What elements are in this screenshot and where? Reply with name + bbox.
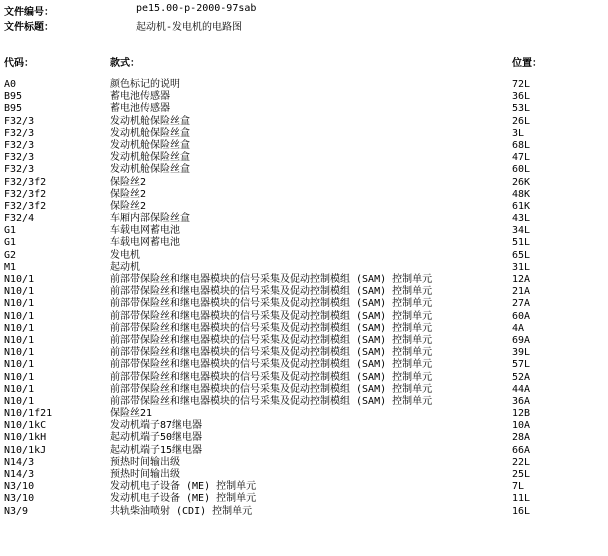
row-code: N10/1: [4, 286, 35, 298]
table-row: [0, 250, 608, 262]
row-code: N10/1: [4, 371, 35, 383]
row-position: 26L: [512, 115, 531, 127]
row-description: 颜色标记的说明: [110, 79, 180, 90]
table-row: [0, 91, 608, 103]
row-position: 4A: [512, 322, 525, 334]
column-header-code: 代码：: [4, 58, 34, 69]
table-row: [0, 298, 608, 310]
row-position: 3L: [512, 127, 525, 139]
table-row: [0, 384, 608, 396]
table-row: [0, 347, 608, 359]
row-code: N3/10: [4, 493, 35, 505]
row-position: 11L: [512, 493, 531, 505]
row-description: 共轨柴油喷射 (CDI) 控制单元: [110, 505, 253, 517]
row-description: 车载电网蓄电池: [110, 225, 180, 237]
row-description: 起动机: [110, 261, 140, 273]
row-description: 发动机舱保险丝盒: [110, 152, 190, 164]
row-code: N10/1f21: [4, 408, 53, 420]
table-row: [0, 335, 608, 347]
row-description: 起动机端子50继电器: [110, 432, 203, 444]
row-code: N10/1kH: [4, 432, 47, 444]
row-code: A0: [4, 79, 17, 90]
row-description: 前部带保险丝和继电器模块的信号采集及促动控制模组 (SAM) 控制单元: [110, 310, 433, 322]
row-code: G2: [4, 249, 17, 261]
row-code: F32/3: [4, 139, 35, 151]
table-row: [0, 396, 608, 408]
row-code: N10/1: [4, 298, 35, 310]
doc-number-label: 文件编号：: [4, 7, 54, 18]
row-code: N10/1: [4, 334, 35, 346]
row-position: 12A: [512, 274, 531, 285]
row-code: N10/1: [4, 347, 35, 359]
row-description: 发电机: [110, 249, 140, 261]
row-code: F32/3f2: [4, 176, 47, 188]
row-position: 28A: [512, 432, 531, 444]
row-position: 60A: [512, 310, 531, 322]
row-position: 31L: [512, 261, 531, 273]
row-code: N10/1: [4, 322, 35, 334]
row-code: G1: [4, 225, 17, 237]
table-row: [0, 457, 608, 469]
row-position: 36L: [512, 91, 531, 103]
row-code: N14/3: [4, 456, 35, 468]
row-code: M1: [4, 261, 17, 273]
row-code: N10/1: [4, 395, 35, 407]
table-row: [0, 445, 608, 457]
table-row: [0, 432, 608, 444]
row-code: N3/10: [4, 481, 35, 493]
row-code: G1: [4, 237, 17, 249]
row-description: 车载电网蓄电池: [110, 237, 180, 249]
row-description: 发动机舱保险丝盒: [110, 115, 190, 127]
row-position: 44A: [512, 383, 531, 395]
row-position: 12B: [512, 408, 531, 420]
doc-number-value: pe15.00-p-2000-97sab: [136, 3, 257, 14]
table-row: [0, 286, 608, 298]
row-code: F32/3: [4, 127, 35, 139]
row-description: 前部带保险丝和继电器模块的信号采集及促动控制模组 (SAM) 控制单元: [110, 383, 433, 395]
row-position: 10A: [512, 420, 531, 432]
row-position: 69A: [512, 334, 531, 346]
row-position: 66A: [512, 444, 531, 456]
row-code: B95: [4, 91, 23, 103]
table-row: [0, 128, 608, 140]
row-code: F32/3: [4, 115, 35, 127]
row-position: 16L: [512, 505, 531, 517]
row-code: F32/3f2: [4, 200, 47, 212]
row-position: 61K: [512, 200, 531, 212]
row-code: B95: [4, 103, 23, 115]
row-code: F32/4: [4, 213, 35, 225]
row-description: 发动机舱保险丝盒: [110, 164, 190, 176]
row-code: F32/3: [4, 152, 35, 164]
row-code: N10/1: [4, 383, 35, 395]
row-position: 68L: [512, 139, 531, 151]
table-row: [0, 311, 608, 323]
row-position: 22L: [512, 456, 531, 468]
row-description: 发动机舱保险丝盒: [110, 127, 190, 139]
table-row: [0, 152, 608, 164]
row-position: 25L: [512, 469, 531, 480]
row-description: 前部带保险丝和继电器模块的信号采集及促动控制模组 (SAM) 控制单元: [110, 298, 433, 310]
row-position: 43L: [512, 213, 531, 225]
row-description: 前部带保险丝和继电器模块的信号采集及促动控制模组 (SAM) 控制单元: [110, 286, 433, 298]
table-row: [0, 323, 608, 335]
row-code: N14/3: [4, 469, 35, 480]
table-row: [0, 237, 608, 249]
table-row: [0, 408, 608, 420]
component-list: [0, 79, 608, 518]
row-description: 保险丝2: [110, 200, 147, 212]
row-description: 前部带保险丝和继电器模块的信号采集及促动控制模组 (SAM) 控制单元: [110, 359, 433, 371]
row-code: N10/1kJ: [4, 444, 47, 456]
row-description: 发动机电子设备 (ME) 控制单元: [110, 481, 257, 493]
row-position: 52A: [512, 371, 531, 383]
row-description: 发动机电子设备 (ME) 控制单元: [110, 493, 257, 505]
row-position: 60L: [512, 164, 531, 176]
row-position: 34L: [512, 225, 531, 237]
row-description: 发动机端子87继电器: [110, 420, 203, 432]
row-description: 预热时间输出级: [110, 469, 180, 480]
table-row: [0, 481, 608, 493]
row-description: 车厢内部保险丝盒: [110, 213, 190, 225]
column-header-description: 款式：: [110, 58, 140, 69]
table-row: [0, 213, 608, 225]
row-position: 39L: [512, 347, 531, 359]
row-position: 21A: [512, 286, 531, 298]
row-description: 蓄电池传感器: [110, 91, 170, 103]
table-row: [0, 79, 608, 91]
row-position: 53L: [512, 103, 531, 115]
table-row: [0, 103, 608, 115]
table-row: [0, 189, 608, 201]
table-row: [0, 177, 608, 189]
table-row: [0, 469, 608, 481]
table-row: [0, 372, 608, 384]
table-row: [0, 201, 608, 213]
table-row: [0, 262, 608, 274]
row-description: 前部带保险丝和继电器模块的信号采集及促动控制模组 (SAM) 控制单元: [110, 334, 433, 346]
table-row: [0, 225, 608, 237]
row-position: 57L: [512, 359, 531, 371]
row-code: N10/1kC: [4, 420, 47, 432]
row-description: 起动机端子15继电器: [110, 444, 203, 456]
row-description: 保险丝2: [110, 176, 147, 188]
table-row: [0, 359, 608, 371]
table-row: [0, 164, 608, 176]
table-row: [0, 274, 608, 286]
row-code: F32/3f2: [4, 188, 47, 200]
row-position: 7L: [512, 481, 525, 493]
row-description: 前部带保险丝和继电器模块的信号采集及促动控制模组 (SAM) 控制单元: [110, 371, 433, 383]
row-position: 72L: [512, 79, 531, 90]
row-description: 前部带保险丝和继电器模块的信号采集及促动控制模组 (SAM) 控制单元: [110, 395, 433, 407]
row-description: 预热时间输出级: [110, 456, 180, 468]
row-code: N10/1: [4, 359, 35, 371]
row-description: 前部带保险丝和继电器模块的信号采集及促动控制模组 (SAM) 控制单元: [110, 347, 433, 359]
row-code: N10/1: [4, 310, 35, 322]
table-row: [0, 420, 608, 432]
row-position: 48K: [512, 188, 531, 200]
row-description: 前部带保险丝和继电器模块的信号采集及促动控制模组 (SAM) 控制单元: [110, 274, 433, 285]
row-position: 36A: [512, 395, 531, 407]
column-header-position: 位置：: [512, 58, 542, 69]
row-code: N3/9: [4, 505, 29, 517]
row-description: 保险丝2: [110, 188, 147, 200]
row-description: 发动机舱保险丝盒: [110, 139, 190, 151]
table-row: [0, 506, 608, 518]
table-row: [0, 116, 608, 128]
table-row: [0, 140, 608, 152]
row-code: N10/1: [4, 274, 35, 285]
row-position: 26K: [512, 176, 531, 188]
row-position: 27A: [512, 298, 531, 310]
row-description: 保险丝21: [110, 408, 153, 420]
row-code: F32/3: [4, 164, 35, 176]
row-description: 蓄电池传感器: [110, 103, 170, 115]
row-position: 65L: [512, 249, 531, 261]
row-description: 前部带保险丝和继电器模块的信号采集及促动控制模组 (SAM) 控制单元: [110, 322, 433, 334]
row-position: 47L: [512, 152, 531, 164]
row-position: 51L: [512, 237, 531, 249]
doc-title-label: 文件标题：: [4, 22, 54, 33]
table-row: [0, 493, 608, 505]
doc-title-value: 起动机-发电机的电路图: [136, 22, 243, 33]
